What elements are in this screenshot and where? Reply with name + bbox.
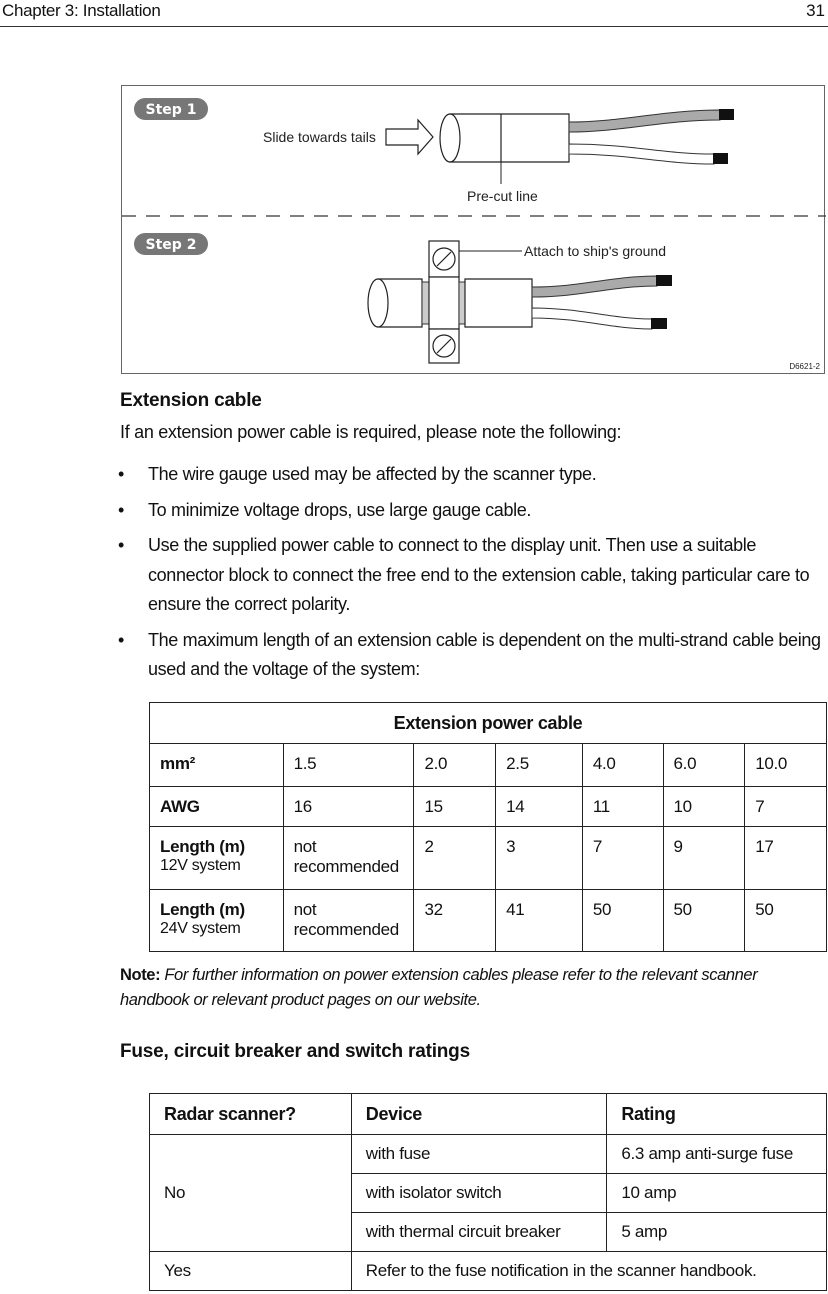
table-cell: 7 [582, 827, 663, 890]
step2-label: Step 2 [145, 237, 197, 253]
table-cell: 7 [745, 787, 827, 827]
table-title: Extension power cable [150, 703, 827, 744]
table-cell: 50 [745, 890, 827, 952]
table-cell: with fuse [351, 1135, 607, 1174]
step1-label: Step 1 [145, 102, 197, 118]
row-label: mm² [160, 754, 195, 773]
bullet-item: • The maximum length of an extension cable is dependent on the multi-strand cable being used and the voltage of the system: [114, 626, 828, 685]
table-row [150, 827, 827, 890]
cable-diagram [122, 86, 826, 375]
precut-label: Pre-cut line [467, 188, 538, 204]
row-label: AWG [160, 797, 200, 816]
table-cell: 2 [414, 827, 496, 890]
table-cell: 2.5 [496, 744, 583, 787]
page-header [0, 0, 828, 27]
table-row [150, 744, 827, 787]
ground-label: Attach to ship's ground [524, 243, 666, 259]
column-header: Device [351, 1094, 607, 1135]
table-row [150, 787, 827, 827]
fuse-ratings-table [149, 1093, 827, 1291]
table-cell: 6.0 [663, 744, 745, 787]
bullet-item: • Use the supplied power cable to connect to the display unit. Then use a suitable connector block to connect the free end to the extension cable, taking particular care to ensure the correct polarity. [114, 531, 828, 620]
table-cell: 4.0 [582, 744, 663, 787]
table-cell: 6.3 amp anti-surge fuse [607, 1135, 827, 1174]
cable-installation-figure [121, 85, 825, 374]
table-cell: Yes [150, 1252, 352, 1291]
extension-power-table [149, 702, 827, 952]
extension-cable-heading: Extension cable [120, 390, 262, 411]
table-row [150, 890, 827, 952]
extension-intro: If an extension power cable is required, please note the following: [120, 422, 622, 442]
table-header-row [150, 1094, 827, 1135]
extension-bullets [114, 460, 828, 691]
row-label: Length (m) [160, 837, 245, 856]
note-text: For further information on power extension cables please refer to the relevant scanner handbook or relevant product pages on our website. [120, 966, 758, 1009]
table-cell: 5 amp [607, 1213, 827, 1252]
table-cell: 41 [496, 890, 583, 952]
table-cell: 32 [414, 890, 496, 952]
table-cell: No [150, 1135, 352, 1252]
column-header: Rating [607, 1094, 827, 1135]
row-sublabel: 12V system [160, 857, 241, 874]
fuse-heading: Fuse, circuit breaker and switch ratings [120, 1041, 470, 1062]
table-cell: 3 [496, 827, 583, 890]
table-cell: not recommended [283, 827, 414, 890]
slide-label: Slide towards tails [263, 129, 376, 145]
table-cell: 10.0 [745, 744, 827, 787]
table-cell: 17 [745, 827, 827, 890]
figure-id: D6621-2 [789, 362, 820, 371]
table-cell: 10 [663, 787, 745, 827]
table-cell: with isolator switch [351, 1174, 607, 1213]
table-cell: Refer to the fuse notification in the scanner handbook. [351, 1252, 826, 1291]
table-row [150, 1135, 827, 1174]
table-cell: 16 [283, 787, 414, 827]
note-prefix: Note: [120, 966, 161, 984]
page-number: 31 [806, 1, 825, 20]
chapter-title: Chapter 3: Installation [2, 1, 161, 20]
table-cell: 15 [414, 787, 496, 827]
table-cell: with thermal circuit breaker [351, 1213, 607, 1252]
table-cell: 11 [582, 787, 663, 827]
note-paragraph [120, 963, 828, 1013]
bullet-item: • To minimize voltage drops, use large gauge cable. [114, 496, 828, 526]
table-cell: 1.5 [283, 744, 414, 787]
table-cell: 14 [496, 787, 583, 827]
table-cell: not recommended [283, 890, 414, 952]
table-cell: 9 [663, 827, 745, 890]
bullet-item: • The wire gauge used may be affected by the scanner type. [114, 460, 828, 490]
table-cell: 50 [663, 890, 745, 952]
row-label: Length (m) [160, 900, 245, 919]
row-sublabel: 24V system [160, 920, 241, 937]
table-cell: 50 [582, 890, 663, 952]
table-row [150, 1252, 827, 1291]
table-cell: 10 amp [607, 1174, 827, 1213]
column-header: Radar scanner? [150, 1094, 352, 1135]
table-cell: 2.0 [414, 744, 496, 787]
slide-arrow-icon [386, 120, 433, 154]
